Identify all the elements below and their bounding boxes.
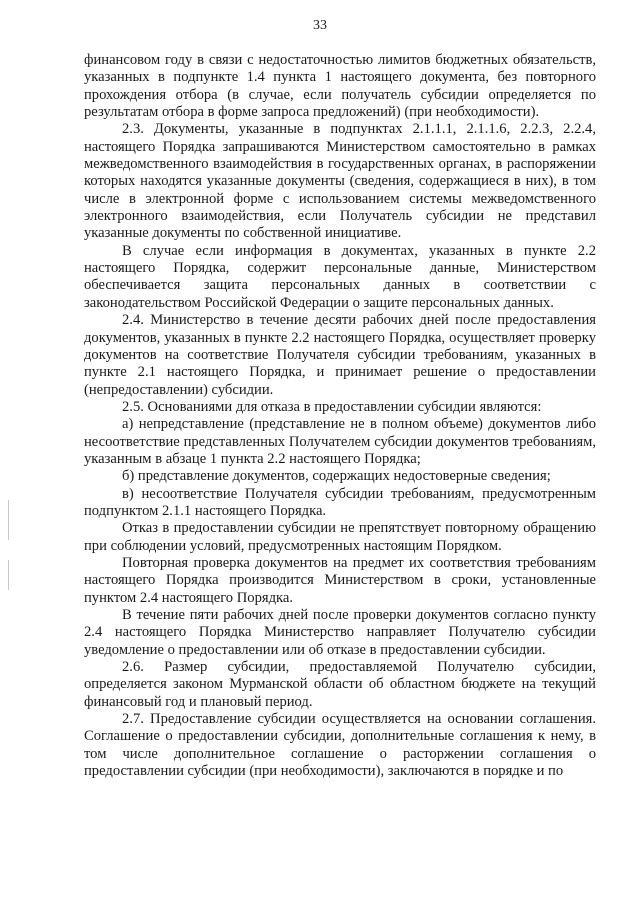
paragraph-2-5-a: а) непредставление (представление не в полном объеме) документов либо несоответствие представленных Получателем субсидии документов требованиям, указанным в абзаце 1 пункта 2.2 настоящего Порядка;	[84, 416, 596, 467]
scan-margin-mark	[8, 500, 9, 540]
paragraph-repeat-check: Повторная проверка документов на предмет их соответствия требованиям настоящего Порядка производится Министерством в сроки, установленные пунктом 2.4 настоящего Порядка.	[84, 554, 596, 606]
paragraph-continuation: финансовом году в связи с недостаточностью лимитов бюджетных обязательств, указанных в подпункте 1.4 пункта 1 настоящего документа, без повторного прохождения отбора (в случае, если получатель субсидии определяется по результатам отбора в форме запроса предложений) (при необходимости).	[84, 52, 596, 121]
paragraph-2-7: 2.7. Предоставление субсидии осуществляется на основании соглашения. Соглашение о предоставлении субсидии, дополнительные соглашения к нему, в том числе дополнительное соглашение о расторжении соглашения о предоставлении субсидии (при необходимости), заключаются в порядке и по	[84, 711, 596, 780]
paragraph-2-3: 2.3. Документы, указанные в подпунктах 2.1.1.1, 2.1.1.6, 2.2.3, 2.2.4, настоящего Порядка запрашиваются Министерством самостоятельно в рамках межведомственного взаимодействия в государственных органах, в распоряжении которых находятся указанные документы (сведения, содержащиеся в них), в том числе в электронной форме с использованием системы межведомственного электронного взаимодействия, если Получатель субсидии не представил указанные документы по собственной инициативе.	[84, 121, 596, 242]
paragraph-2-5: 2.5. Основаниями для отказа в предоставлении субсидии являются:	[122, 398, 542, 415]
scan-margin-mark	[8, 560, 9, 590]
paragraph-2-5-b: б) представление документов, содержащих недостоверные сведения;	[122, 468, 551, 485]
paragraph-2-6: 2.6. Размер субсидии, предоставляемой Получателю субсидии, определяется законом Мурманской области об областном бюджете на текущий финансовый год и плановый период.	[84, 659, 596, 710]
document-body	[84, 52, 596, 780]
page-number: 33	[313, 18, 327, 33]
paragraph-notification: В течение пяти рабочих дней после проверки документов согласно пункту 2.4 настоящего Порядка Министерство направляет Получателю субсидии уведомление о предоставлении или об отказе в предоставлении субсидии.	[84, 607, 596, 658]
paragraph-refusal: Отказ в предоставлении субсидии не препятствует повторному обращению при соблюдении условий, предусмотренных настоящим Порядком.	[84, 520, 596, 554]
paragraph-2-4: 2.4. Министерство в течение десяти рабочих дней после предоставления документов, указанных в пункте 2.2 настоящего Порядка, осуществляет проверку документов на соответствие Получателя субсидии требованиям, указанных в пункте 2.1 настоящего Порядка, и принимает решение о предоставлении (непредоставлении) субсидии.	[84, 312, 596, 398]
paragraph-personal-data: В случае если информация в документах, указанных в пункте 2.2 настоящего Порядка, содержит персональные данные, Министерством обеспечивается защита персональных данных в соответствии с законодательством Российской Федерации о защите персональных данных.	[84, 242, 596, 311]
paragraph-2-5-v: в) несоответствие Получателя субсидии требованиям, предусмотренным подпунктом 2.1.1 настоящего Порядка.	[84, 485, 596, 519]
